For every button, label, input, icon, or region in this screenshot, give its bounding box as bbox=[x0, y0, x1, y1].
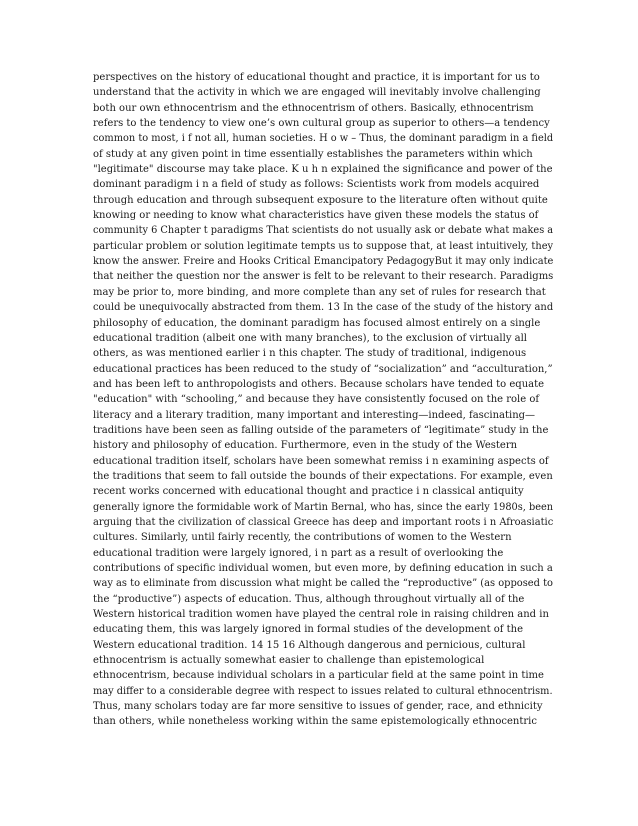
text-line: educational tradition were largely ignored, i n part as a result of overlooking the bbox=[93, 547, 504, 559]
text-line: refers to the tendency to view one’s own cultural group as superior to others—a tendency bbox=[93, 118, 550, 130]
text-line: educational practices has been reduced to the study of “socialization” and “acculturation,” bbox=[93, 363, 553, 375]
text-line: way as to eliminate from discussion what might be called the “reproductive” (as opposed to bbox=[93, 578, 553, 590]
text-line: and has been left to anthropologists and others. Because scholars have tended to equate bbox=[93, 378, 545, 390]
text-line: others, as was mentioned earlier i n this chapter. The study of traditional, indigenous bbox=[93, 348, 527, 360]
text-line: traditions have been seen as falling outside of the parameters of “legitimate” study in the bbox=[93, 424, 549, 436]
text-line: ethnocentrism is actually somewhat easier to challenge than epistemological bbox=[93, 655, 485, 667]
text-line: may be prior to, more binding, and more complete than any set of rules for research that bbox=[93, 286, 546, 298]
text-line: educational tradition itself, scholars have been somewhat remiss i n examining aspects of bbox=[93, 455, 549, 467]
text-line: the traditions that seem to fall outside the bounds of their expectations. For example, even bbox=[93, 470, 553, 482]
text-line: the “productive”) aspects of education. Thus, although throughout virtually all of the bbox=[93, 593, 525, 605]
text-line: community 6 Chapter t paradigms That scientists do not usually ask or debate what makes a bbox=[93, 225, 554, 237]
text-line: educational tradition (albeit one with many branches), to the exclusion of virtually all bbox=[93, 332, 528, 344]
text-line: Western educational tradition. 14 15 16 Although dangerous and pernicious, cultural bbox=[93, 639, 526, 651]
text-line: history and philosophy of education. Furthermore, even in the study of the Western bbox=[93, 440, 518, 452]
text-line: "education" with “schooling,” and because they have consistently focused on the role of bbox=[93, 394, 540, 406]
text-line: than others, while nonetheless working within the same epistemologically ethnocentric bbox=[93, 716, 537, 728]
text-line: "legitimate" discourse may take place. K u h n explained the significance and power of the bbox=[93, 164, 553, 176]
text-line: cultures. Similarly, until fairly recently, the contributions of women to the Western bbox=[93, 532, 512, 544]
text-line: dominant paradigm i n a field of study as follows: Scientists work from models acquired bbox=[93, 179, 540, 191]
body-text bbox=[93, 70, 553, 730]
text-line: understand that the activity in which we are engaged will inevitably involve challenging bbox=[93, 87, 541, 99]
text-line: educating them, this was largely ignored in formal studies of the development of the bbox=[93, 624, 524, 636]
text-line: may differ to a considerable degree with respect to issues related to cultural ethnocentrism. bbox=[93, 685, 553, 697]
text-line: common to most, i f not all, human societies. H o w – Thus, the dominant paradigm in a field bbox=[93, 133, 554, 145]
text-line: that neither the question nor the answer is felt to be relevant to their research. Paradigms bbox=[93, 271, 554, 283]
text-line: recent works concerned with educational thought and practice i n classical antiquity bbox=[93, 486, 524, 498]
text-line: knowing or needing to know what characteristics have given these models the status of bbox=[93, 210, 539, 222]
text-line: perspectives on the history of educational thought and practice, it is important for us to bbox=[93, 72, 540, 83]
text-line: ethnocentrism, because individual scholars in a particular field at the same point in time bbox=[93, 670, 544, 682]
text-line: particular problem or solution legitimate tempts us to suppose that, at least intuitively, they bbox=[93, 240, 554, 252]
text-line: philosophy of education, the dominant paradigm has focused almost entirely on a single bbox=[93, 317, 541, 329]
text-line: literacy and a literary tradition, many important and interesting—indeed, fascinating— bbox=[93, 409, 536, 421]
text-line: both our own ethnocentrism and the ethnocentrism of others. Basically, ethnocentrism bbox=[93, 102, 534, 114]
text-line: of study at any given point in time essentially establishes the parameters within which bbox=[93, 148, 533, 160]
text-line: generally ignore the formidable work of Martin Bernal, who has, since the early 1980s, been bbox=[93, 501, 554, 513]
text-line: contributions of specific individual women, but even more, by defining education in such a bbox=[93, 563, 553, 574]
text-line: arguing that the civilization of classical Greece has deep and important roots i n Afroasiatic bbox=[93, 516, 554, 528]
text-line: could be unequivocally abstracted from them. 13 In the case of the study of the history and bbox=[93, 302, 554, 314]
text-line: Western historical tradition women have played the central role in raising children and in bbox=[93, 609, 549, 621]
text-line: know the answer. Freire and Hooks Critical Emancipatory PedagogyBut it may only indicate bbox=[93, 256, 554, 268]
text-line: through education and through subsequent exposure to the literature often without quite bbox=[93, 194, 548, 206]
text-line: Thus, many scholars today are far more sensitive to issues of gender, race, and ethnicity bbox=[93, 701, 543, 713]
